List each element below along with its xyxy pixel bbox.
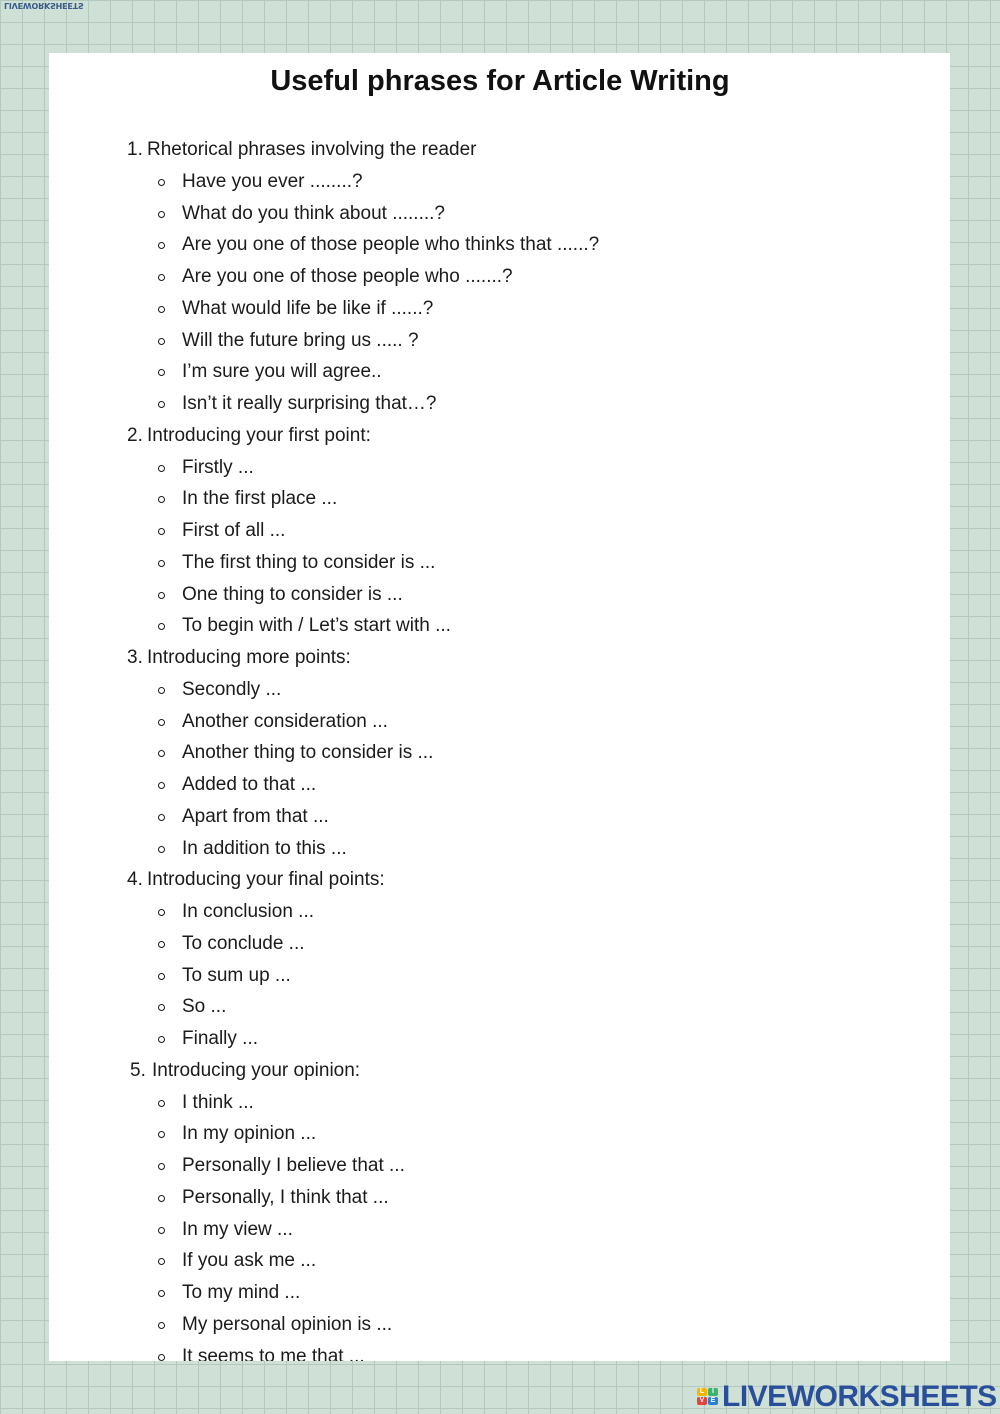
list-item-text: In my opinion ... bbox=[182, 1123, 317, 1145]
circle-bullet-icon bbox=[158, 750, 165, 757]
section-number: 5. bbox=[130, 1059, 146, 1081]
circle-bullet-icon bbox=[158, 909, 165, 916]
section-heading-text: Rhetorical phrases involving the reader bbox=[147, 139, 477, 160]
list-item-text: Secondly ... bbox=[182, 678, 282, 700]
list-item-text: Apart from that ... bbox=[182, 805, 329, 827]
logo-letter-tile: E bbox=[708, 1397, 718, 1405]
list-item-text: To sum up ... bbox=[182, 964, 291, 986]
list-item bbox=[49, 261, 950, 293]
list-item bbox=[49, 674, 950, 706]
list-item-text: Another thing to consider is ... bbox=[182, 742, 434, 764]
list-item bbox=[49, 166, 950, 198]
list-item bbox=[49, 356, 950, 388]
circle-bullet-icon bbox=[158, 941, 165, 948]
list-item bbox=[49, 1309, 950, 1341]
list-item-text: Finally ... bbox=[182, 1028, 259, 1049]
list-item bbox=[49, 198, 950, 230]
page-title: Useful phrases for Article Writing bbox=[270, 65, 730, 97]
section-heading-text: Introducing your final points: bbox=[147, 869, 385, 891]
circle-bullet-icon bbox=[158, 1258, 165, 1265]
list-item bbox=[49, 1277, 950, 1309]
circle-bullet-icon bbox=[158, 1322, 165, 1329]
circle-bullet-icon bbox=[158, 1131, 165, 1138]
circle-bullet-icon bbox=[158, 1163, 165, 1170]
logo-letter-tile: I bbox=[708, 1388, 718, 1396]
circle-bullet-icon bbox=[158, 211, 165, 218]
list-item bbox=[49, 737, 950, 769]
list-item-text: To begin with / Let’s start with ... bbox=[182, 615, 451, 637]
list-item bbox=[49, 769, 950, 801]
list-item-text: Are you one of those people who .......? bbox=[182, 266, 513, 287]
list-item-text: My personal opinion is ... bbox=[182, 1313, 393, 1335]
circle-bullet-icon bbox=[158, 338, 165, 345]
liveworksheets-logo-icon bbox=[697, 1383, 719, 1411]
circle-bullet-icon bbox=[158, 846, 165, 853]
circle-bullet-icon bbox=[158, 1036, 165, 1043]
list-item-text: Isn’t it really surprising that…? bbox=[182, 393, 437, 414]
circle-bullet-icon bbox=[158, 973, 165, 980]
circle-bullet-icon bbox=[158, 496, 165, 503]
section-heading bbox=[49, 642, 950, 674]
circle-bullet-icon bbox=[158, 1227, 165, 1234]
circle-bullet-icon bbox=[158, 592, 165, 599]
section-number: 4. bbox=[127, 869, 143, 891]
list-item bbox=[49, 1023, 950, 1055]
circle-bullet-icon bbox=[158, 782, 165, 789]
circle-bullet-icon bbox=[158, 465, 165, 472]
section-heading bbox=[49, 420, 950, 452]
circle-bullet-icon bbox=[158, 687, 165, 694]
list-item-text: I think ... bbox=[182, 1091, 254, 1113]
list-item-text: In my view ... bbox=[182, 1218, 293, 1240]
circle-bullet-icon bbox=[158, 814, 165, 821]
list-item bbox=[49, 452, 950, 484]
list-item-text: First of all ... bbox=[182, 520, 286, 541]
circle-bullet-icon bbox=[158, 623, 165, 630]
list-item bbox=[49, 928, 950, 960]
list-item bbox=[49, 388, 950, 420]
list-item-text: The first thing to consider is ... bbox=[182, 551, 436, 573]
list-item-text: I’m sure you will agree.. bbox=[182, 361, 382, 383]
list-item bbox=[49, 483, 950, 515]
logo-letter-tile: V bbox=[697, 1397, 707, 1405]
section-heading-text: Introducing your opinion: bbox=[152, 1059, 361, 1081]
list-item-text: One thing to consider is ... bbox=[182, 583, 403, 605]
list-item-text: Personally, I think that ... bbox=[182, 1186, 389, 1208]
list-item-text: Will the future bring us ..... ? bbox=[182, 329, 419, 351]
list-item bbox=[49, 610, 950, 642]
list-item bbox=[49, 833, 950, 865]
list-item-text: If you ask me ... bbox=[182, 1250, 317, 1272]
list-item-text: Personally I believe that ... bbox=[182, 1155, 405, 1176]
section-heading-text: Introducing more points: bbox=[147, 647, 351, 668]
list-item bbox=[49, 801, 950, 833]
list-item-text: Firstly ... bbox=[182, 456, 254, 478]
list-item bbox=[49, 706, 950, 738]
section-number: 2. bbox=[127, 424, 143, 446]
section-heading bbox=[49, 864, 950, 896]
worksheet-page bbox=[49, 53, 950, 1361]
list-item-text: What do you think about ........? bbox=[182, 202, 445, 224]
section-heading bbox=[49, 1055, 950, 1087]
circle-bullet-icon bbox=[158, 1100, 165, 1107]
list-item bbox=[49, 1214, 950, 1246]
list-item-text: In the first place ... bbox=[182, 488, 338, 510]
list-item-text: To conclude ... bbox=[182, 932, 305, 954]
list-item-text: Are you one of those people who thinks that ......? bbox=[182, 234, 600, 256]
section-number: 3. bbox=[127, 647, 143, 668]
list-item-text: It seems to me that ... bbox=[182, 1345, 365, 1361]
list-item-text: Added to that ... bbox=[182, 774, 317, 795]
circle-bullet-icon bbox=[158, 179, 165, 186]
circle-bullet-icon bbox=[158, 306, 165, 313]
circle-bullet-icon bbox=[158, 274, 165, 281]
circle-bullet-icon bbox=[158, 560, 165, 567]
list-item-text: What would life be like if ......? bbox=[182, 297, 434, 319]
circle-bullet-icon bbox=[158, 719, 165, 726]
list-item bbox=[49, 325, 950, 357]
top-logo: LIVEWORKSHEETS bbox=[4, 1, 84, 10]
list-item-text: To my mind ... bbox=[182, 1282, 301, 1303]
liveworksheets-brand bbox=[697, 1380, 997, 1414]
circle-bullet-icon bbox=[158, 401, 165, 408]
circle-bullet-icon bbox=[158, 1004, 165, 1011]
list-item bbox=[49, 1245, 950, 1277]
list-item bbox=[49, 1118, 950, 1150]
list-item-text: In conclusion ... bbox=[182, 901, 315, 922]
list-item bbox=[49, 229, 950, 261]
list-item bbox=[49, 579, 950, 611]
section-number: 1. bbox=[127, 139, 143, 160]
section-heading bbox=[49, 134, 950, 166]
brand-text: LIVEWORKSHEETS bbox=[722, 1380, 997, 1413]
list-item bbox=[49, 1341, 950, 1362]
phrase-list bbox=[49, 134, 950, 1361]
circle-bullet-icon bbox=[158, 242, 165, 249]
circle-bullet-icon bbox=[158, 369, 165, 376]
list-item bbox=[49, 1182, 950, 1214]
circle-bullet-icon bbox=[158, 1290, 165, 1297]
list-item bbox=[49, 547, 950, 579]
circle-bullet-icon bbox=[158, 1354, 165, 1361]
list-item-text: Have you ever ........? bbox=[182, 170, 363, 192]
section-heading-text: Introducing your first point: bbox=[147, 424, 371, 446]
list-item bbox=[49, 1087, 950, 1119]
logo-letter-tile: L bbox=[697, 1388, 707, 1396]
list-item bbox=[49, 960, 950, 992]
list-item bbox=[49, 896, 950, 928]
list-item-text: Another consideration ... bbox=[182, 710, 388, 732]
circle-bullet-icon bbox=[158, 1195, 165, 1202]
list-item bbox=[49, 991, 950, 1023]
list-item-text: So ... bbox=[182, 996, 227, 1018]
list-item-text: In addition to this ... bbox=[182, 837, 347, 859]
list-item bbox=[49, 515, 950, 547]
list-item bbox=[49, 293, 950, 325]
circle-bullet-icon bbox=[158, 528, 165, 535]
list-item bbox=[49, 1150, 950, 1182]
